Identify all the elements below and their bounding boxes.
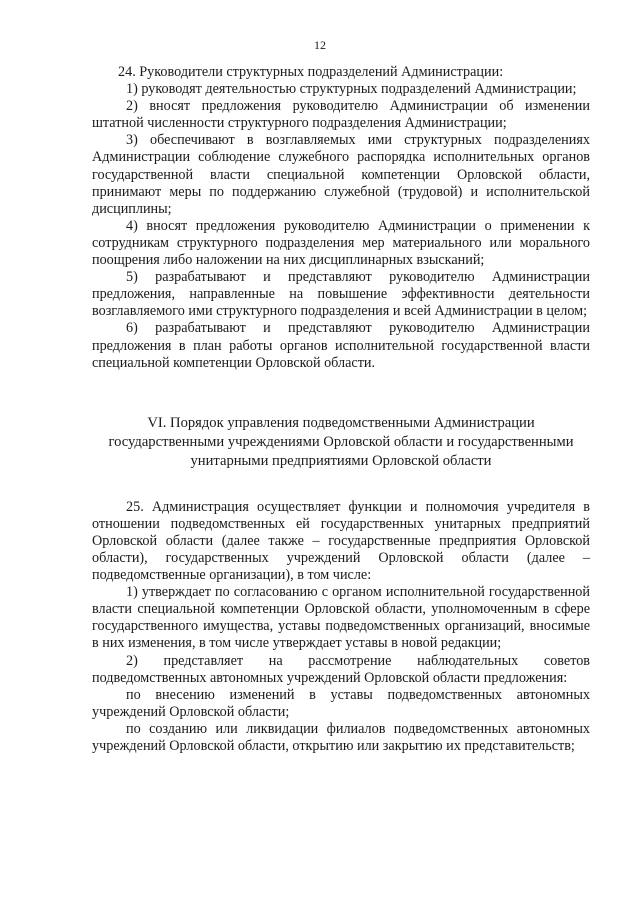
- section-25-subitem-1: по внесению изменений в уставы подведомственных автономных учреждений Орловской области;: [92, 686, 590, 720]
- page-number: 12: [314, 38, 326, 52]
- section-24-item-3: 3) обеспечивают в возглавляемых ими структурных подразделениях Администрации соблюдение служебного распорядка исполнительных органов государственной власти специальной компетенции Орловской области, принимают меры по поддержанию служебной (трудовой) и исполнительской дисциплины;: [92, 132, 590, 217]
- section-24-intro: 24. Руководители структурных подразделений Администрации:: [118, 64, 504, 80]
- section-25-item-1: 1) утверждает по согласованию с органом исполнительной государственной власти специальной компетенции Орловской области, уполномоченным в сфере государственного имущества, уставы подведомственных организаций, вносимые в них изменения, в том числе утверждает уставы в новой редакции;: [92, 584, 590, 652]
- section-25-item-2: 2) представляет на рассмотрение наблюдательных советов подведомственных автономных учреждений Орловской области предложения:: [92, 652, 590, 686]
- section-24-item-1: 1) руководят деятельностью структурных подразделений Администрации;: [126, 81, 577, 98]
- section-24-item-6: 6) разрабатывают и представляют руководителю Администрации предложения в план работы органов исполнительной государственной власти специальной компетенции Орловской области.: [92, 320, 590, 371]
- section-25-intro: 25. Администрация осуществляет функции и полномочия учредителя в отношении подведомственных ей государственных унитарных предприятий Орловской области (далее также – государственные предприятия Орловской области), государственных учреждений Орловской области (далее – подведомственные организации), в том числе:: [92, 498, 590, 584]
- section-25-subitem-2: по созданию или ликвидации филиалов подведомственных автономных учреждений Орловской области, открытию или закрытию их представительств;: [92, 720, 590, 754]
- section-24-item-2: 2) вносят предложения руководителю Администрации об изменении штатной численности структурного подразделения Администрации;: [92, 98, 590, 132]
- section-24-item-4: 4) вносят предложения руководителю Администрации о применении к сотрудникам структурного подразделения мер материального или морального поощрения либо наложении на них дисциплинарных взысканий;: [92, 217, 590, 269]
- section-24-item-5: 5) разрабатывают и представляют руководителю Администрации предложения, направленные на повышение эффективности деятельности возглавляемого ими структурного подразделения и всей Администрации в целом;: [92, 269, 590, 320]
- document-body: [92, 64, 590, 755]
- section-heading: VI. Порядок управления подведомственными Администрации государственными учреждениями Орловской области и государственными унитарными предприятиями Орловской области: [108, 414, 574, 469]
